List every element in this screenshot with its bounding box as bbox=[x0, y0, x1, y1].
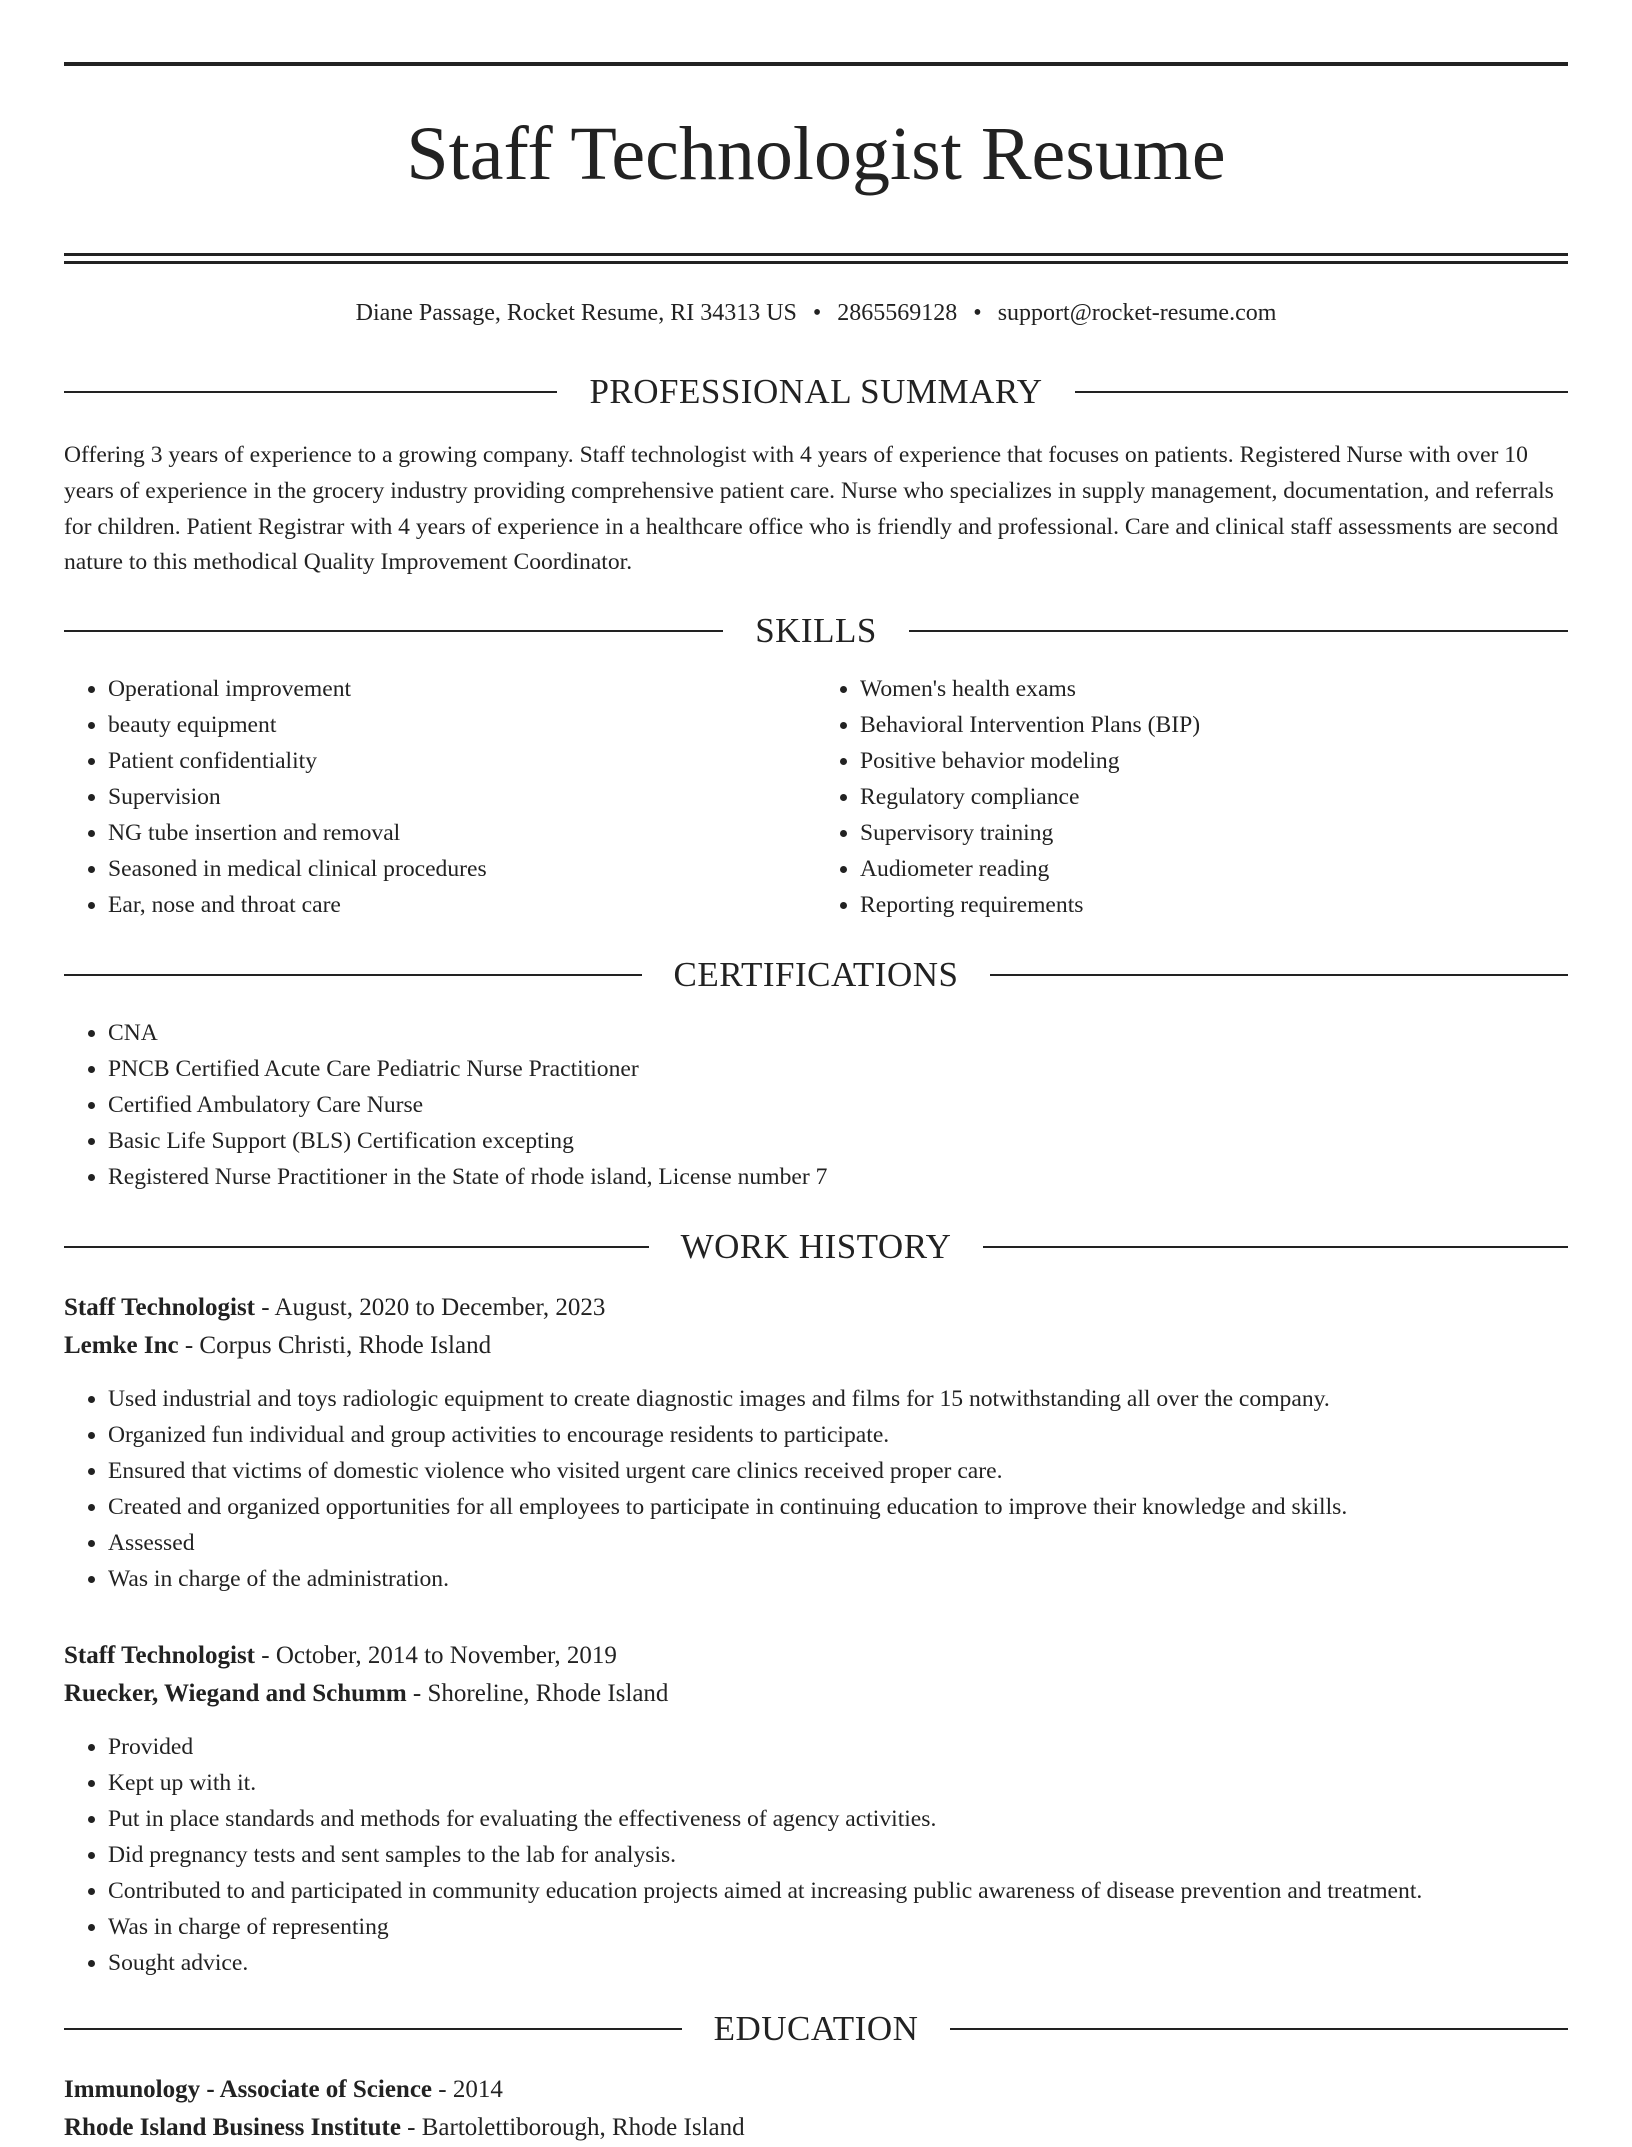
section-rule-left bbox=[64, 391, 557, 393]
section-rule-right bbox=[909, 630, 1568, 632]
contact-email: support@rocket-resume.com bbox=[997, 299, 1277, 326]
job-bullet: • Contributed to and participated in community education projects aimed at increasing public awareness of disease prevention and treatment. bbox=[108, 1873, 1568, 1909]
skills-column-right bbox=[816, 671, 1568, 923]
contact-address: Diane Passage, Rocket Resume, RI 34313 US bbox=[355, 299, 797, 326]
skill-item: • Behavioral Intervention Plans (BIP) bbox=[860, 707, 1568, 743]
section-header-summary bbox=[64, 372, 1568, 412]
job-bullet-list bbox=[64, 1729, 1568, 1981]
skill-item: • Seasoned in medical clinical procedures bbox=[108, 851, 816, 887]
section-header-education bbox=[64, 2009, 1568, 2049]
skills-columns bbox=[64, 671, 1568, 923]
summary-text: Offering 3 years of experience to a growing company. Staff technologist with 4 years of experience that focuses on patients. Registered Nurse with over 10 years of experience in the grocery industry providing comprehensive patient care. Nurse who specializes in supply management, documentation, and referrals for children. Patient Registrar with 4 years of experience in a healthcare office who is friendly and professional. Care and clinical staff assessments are second nature to this methodical Quality Improvement Coordinator. bbox=[64, 441, 1559, 576]
job-bullet: • Was in charge of the administration. bbox=[108, 1561, 1568, 1597]
job-entry bbox=[64, 1289, 1568, 1597]
skill-item: • Women's health exams bbox=[860, 671, 1568, 707]
section-rule-right bbox=[983, 1246, 1568, 1248]
section-rule-right bbox=[950, 2028, 1568, 2030]
certification-item: • Certified Ambulatory Care Nurse bbox=[108, 1087, 1568, 1123]
certification-item: • PNCB Certified Acute Care Pediatric Nurse Practitioner bbox=[108, 1051, 1568, 1087]
skill-item: • Ear, nose and throat care bbox=[108, 887, 816, 923]
skill-item: • Positive behavior modeling bbox=[860, 743, 1568, 779]
section-header-skills bbox=[64, 611, 1568, 651]
education-school-line bbox=[64, 2109, 1568, 2147]
certification-item: • Basic Life Support (BLS) Certification excepting bbox=[108, 1123, 1568, 1159]
job-bullet: • Kept up with it. bbox=[108, 1765, 1568, 1801]
job-entry bbox=[64, 1637, 1568, 1981]
skill-item: • Operational improvement bbox=[108, 671, 816, 707]
section-header-work-history bbox=[64, 1227, 1568, 1267]
skill-item: • beauty equipment bbox=[108, 707, 816, 743]
contact-separator: • bbox=[812, 299, 822, 326]
skill-item: • Audiometer reading bbox=[860, 851, 1568, 887]
education-entry bbox=[64, 2071, 1568, 2147]
job-bullet: • Created and organized opportunities for all employees to participate in continuing education to improve their knowledge and skills. bbox=[108, 1489, 1568, 1525]
job-company: Ruecker, Wiegand and Schumm bbox=[64, 1680, 407, 1708]
job-dates: - August, 2020 to December, 2023 bbox=[255, 1294, 606, 1322]
job-bullet: • Provided bbox=[108, 1729, 1568, 1765]
skill-item: • Supervision bbox=[108, 779, 816, 815]
job-bullet: • Did pregnancy tests and sent samples to the lab for analysis. bbox=[108, 1837, 1568, 1873]
section-rule-left bbox=[64, 1246, 649, 1248]
certification-item: • CNA bbox=[108, 1015, 1568, 1051]
certifications-block bbox=[64, 1015, 1568, 1195]
education-degree: Immunology - Associate of Science bbox=[64, 2076, 433, 2104]
job-bullet: • Was in charge of representing bbox=[108, 1909, 1568, 1945]
section-rule-right bbox=[1075, 391, 1568, 393]
skills-list-right bbox=[816, 671, 1568, 923]
skill-item: • Patient confidentiality bbox=[108, 743, 816, 779]
contact-phone: 2865569128 bbox=[837, 299, 958, 326]
job-title-line bbox=[64, 1637, 1568, 1675]
title-double-rule bbox=[64, 253, 1568, 264]
job-company-line bbox=[64, 1327, 1568, 1365]
contact-separator: • bbox=[973, 299, 982, 326]
section-header-certifications bbox=[64, 955, 1568, 995]
skill-item: • Regulatory compliance bbox=[860, 779, 1568, 815]
job-title: Staff Technologist bbox=[64, 1642, 256, 1670]
job-title: Staff Technologist bbox=[64, 1294, 256, 1322]
job-title-line bbox=[64, 1289, 1568, 1327]
top-rule bbox=[64, 62, 1568, 66]
education-school: Rhode Island Business Institute bbox=[64, 2114, 401, 2142]
certifications-list bbox=[64, 1015, 1568, 1195]
job-dates: - October, 2014 to November, 2019 bbox=[255, 1642, 617, 1670]
education-degree-line bbox=[64, 2071, 1568, 2109]
section-title-work-history: WORK HISTORY bbox=[680, 1227, 952, 1267]
education-location: - Bartolettiborough, Rhode Island bbox=[400, 2114, 745, 2142]
job-bullet: • Put in place standards and methods for evaluating the effectiveness of agency activities. bbox=[108, 1801, 1568, 1837]
job-location: - Corpus Christi, Rhode Island bbox=[178, 1332, 492, 1360]
job-bullet: • Used industrial and toys radiologic equipment to create diagnostic images and films for 15 notwithstanding all over the company. bbox=[108, 1381, 1568, 1417]
skill-item: • NG tube insertion and removal bbox=[108, 815, 816, 851]
contact-line bbox=[64, 298, 1568, 328]
section-rule-left bbox=[64, 630, 723, 632]
education-year: - 2014 bbox=[432, 2076, 503, 2104]
job-bullet-list bbox=[64, 1381, 1568, 1597]
certification-item: • Registered Nurse Practitioner in the State of rhode island, License number 7 bbox=[108, 1159, 1568, 1195]
section-rule-left bbox=[64, 974, 642, 976]
skills-list-left bbox=[64, 671, 816, 923]
section-title-summary: PROFESSIONAL SUMMARY bbox=[589, 371, 1043, 411]
job-company: Lemke Inc bbox=[64, 1332, 179, 1360]
section-rule-right bbox=[990, 974, 1568, 976]
section-title-education: EDUCATION bbox=[713, 2009, 919, 2049]
skill-item: • Reporting requirements bbox=[860, 887, 1568, 923]
section-title-skills: SKILLS bbox=[755, 611, 877, 651]
section-rule-left bbox=[64, 2028, 682, 2030]
job-bullet: • Assessed bbox=[108, 1525, 1568, 1561]
skills-column-left bbox=[64, 671, 816, 923]
section-title-certifications: CERTIFICATIONS bbox=[673, 955, 959, 995]
job-bullet: • Ensured that victims of domestic violence who visited urgent care clinics received proper care. bbox=[108, 1453, 1568, 1489]
job-company-line bbox=[64, 1675, 1568, 1713]
job-location: - Shoreline, Rhode Island bbox=[406, 1680, 669, 1708]
job-bullet: • Organized fun individual and group activities to encourage residents to participate. bbox=[108, 1417, 1568, 1453]
document-title: Staff Technologist Resume bbox=[406, 112, 1226, 196]
skill-item: • Supervisory training bbox=[860, 815, 1568, 851]
job-bullet: • Sought advice. bbox=[108, 1945, 1568, 1981]
